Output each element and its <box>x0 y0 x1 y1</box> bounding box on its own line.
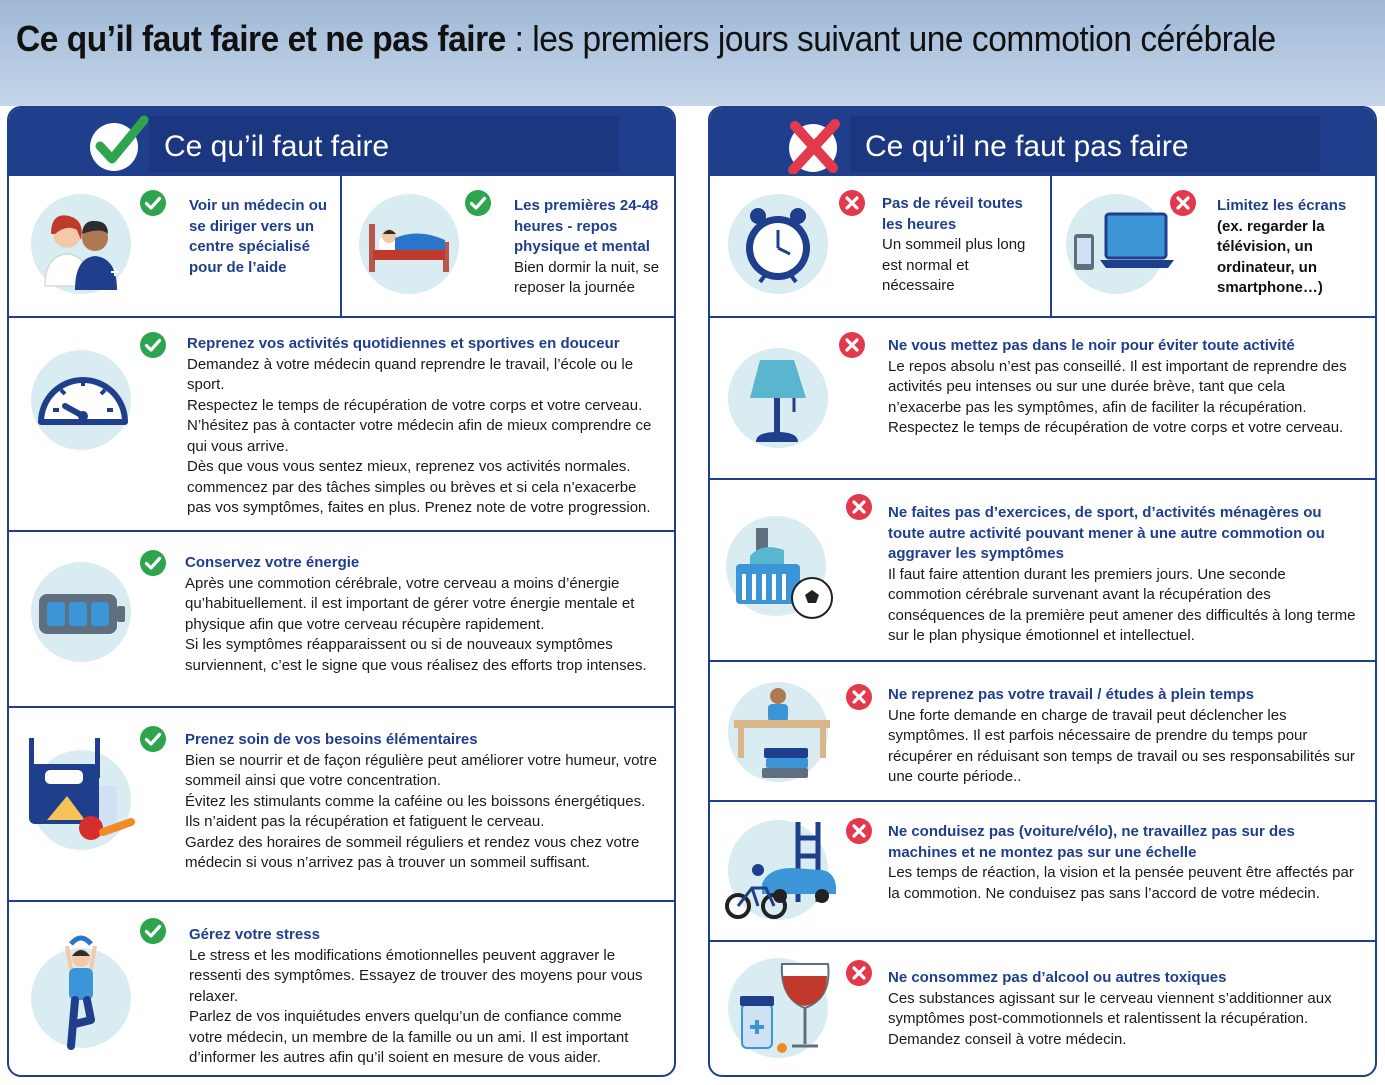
cross-icon <box>839 332 865 358</box>
page-title-bold: Ce qu’il faut faire et ne pas faire <box>16 18 506 59</box>
do-item-5-text <box>185 730 660 874</box>
do-item-3-body-1: Demandez à votre médecin quand reprendre le travail, l’école ou le sport. <box>187 355 634 393</box>
dont-item-3-body-1: Le repos absolu n’est pas conseillé. Il est important de reprendre des activités peu intenses ou sur une durée brève, tant que cela n’exacerbe pas les symptômes, afin de faciliter la récupération. <box>888 357 1347 416</box>
dont-item-6-text <box>888 822 1358 904</box>
dont-item-1-heading: Pas de réveil toutes les heures <box>882 195 1023 233</box>
dont-item-1-text <box>882 194 1042 297</box>
check-icon <box>140 332 166 358</box>
do-item-5-body-3: Gardez des horaires de sommeil réguliers et rendez vous chez votre médecin si vous n’arrivez pas à trouver un sommeil suffisant. <box>185 833 640 871</box>
cross-icon <box>846 818 872 844</box>
do-item-3-body-2: Respectez le temps de récupération de votre corps et votre cerveau. <box>187 396 643 414</box>
dont-panel-header <box>710 108 1375 176</box>
dont-item-6-body: Les temps de réaction, la vision et la pensée peuvent être affectés par la commotion. Ne conduisez pas sans l’accord de votre médecin. <box>888 864 1354 902</box>
page-title-rest: : les premiers jours suivant une commotion cérébrale <box>505 18 1276 59</box>
page-title <box>16 18 1276 60</box>
dont-item-4-text <box>888 503 1358 647</box>
dont-item-2-text <box>1217 196 1367 299</box>
do-item-4-text <box>185 553 660 676</box>
page-header <box>0 0 1385 106</box>
do-item-4-heading: Conservez votre énergie <box>185 554 360 571</box>
do-panel <box>7 106 676 1077</box>
do-item-6-heading: Gérez votre stress <box>189 926 320 943</box>
yoga-icon <box>31 948 131 1048</box>
do-item-5-heading: Prenez soin de vos besoins élémentaires <box>185 731 478 748</box>
battery-icon <box>31 562 131 662</box>
check-icon <box>140 190 166 216</box>
check-icon <box>140 726 166 752</box>
dont-item-5-body: Une forte demande en charge de travail peut déclencher les symptômes. Il est parfois nécessaire de prendre du temps pour récupérer en réduisant son temps de travail ou ses responsabilités sur une courte période.. <box>888 706 1355 785</box>
desk-books-icon <box>728 682 828 782</box>
do-panel-title: Ce qu’il faut faire <box>164 130 390 163</box>
cross-icon <box>839 190 865 216</box>
driving-icon <box>728 820 828 920</box>
alcohol-icon <box>728 958 828 1058</box>
lamp-icon <box>728 348 828 448</box>
speedometer-icon <box>31 350 131 450</box>
do-item-1-heading: Voir un médecin ou se diriger vers un centre spécialisé pour de l’aide <box>189 197 328 276</box>
cross-icon <box>846 684 872 710</box>
dont-item-5-heading: Ne reprenez pas votre travail / études à plein temps <box>888 686 1254 703</box>
do-item-6-text <box>189 925 659 1069</box>
dont-item-5-text <box>888 685 1358 788</box>
do-item-5-body-2: Évitez les stimulants comme la caféine ou les boissons énergétiques. Ils n’aident pas la récupération et fatiguent le cerveau. <box>185 792 646 830</box>
dont-item-4-heading: Ne faites pas d’exercices, de sport, d’activités ménagères ou toute autre activité pouvant mener à une autre commotion ou aggraver les symptômes <box>888 504 1325 562</box>
check-icon <box>140 918 166 944</box>
dont-item-3-body-2: Respectez le temps de récupération de votre corps et votre cerveau. <box>888 419 1344 436</box>
dont-panel-title: Ce qu’il ne faut pas faire <box>865 130 1189 163</box>
dont-item-3-text <box>888 336 1358 439</box>
do-item-2-body: Bien dormir la nuit, se reposer la journée <box>514 258 660 296</box>
cross-icon <box>846 960 872 986</box>
bed-icon <box>359 194 459 294</box>
do-item-4-body-1: Après une commotion cérébrale, votre cerveau a moins d’énergie qu’habituellement. il est important de gérer votre énergie mentale et physique afin que votre cerveau récupère rapidement. <box>185 574 635 633</box>
food-icon <box>31 750 131 850</box>
do-item-6-body-1: Le stress et les modifications émotionnelles peuvent aggraver le ressenti des symptômes. Essayez de trouver des moyens pour vous relaxer. <box>189 946 643 1005</box>
do-item-3-text <box>187 334 657 519</box>
doctors-icon <box>31 194 131 294</box>
alarm-clock-icon <box>728 194 828 294</box>
do-item-3-body-4: Dès que vous vous sentez mieux, reprenez vos activités normales. commencez par des tâches simples ou brèves et si cela n’exacerbe pas vos symptômes, faites en plus. Prenez note de votre progression. <box>187 458 651 516</box>
check-icon <box>465 190 491 216</box>
do-item-1-text <box>189 196 334 278</box>
dont-item-4-body: Il faut faire attention durant les premiers jours. Une seconde commotion cérébrale survenant avant la récupération des conséquences de la première peut amener des difficultés à long terme sur le plan physique émotionnel et intellectuel. <box>888 565 1356 644</box>
dont-item-7-body: Ces substances agissant sur le cerveau viennent s’additionner aux symptômes post-commotionnels et ralentissent la récupération. Demandez conseil à votre médecin. <box>888 989 1332 1048</box>
do-item-3-heading: Reprenez vos activités quotidiennes et sportives en douceur <box>187 335 620 352</box>
dont-panel <box>708 106 1377 1077</box>
do-item-2-text <box>514 196 664 299</box>
sports-chores-icon <box>726 516 826 616</box>
dont-item-1-body: Un sommeil plus long est normal et nécessaire <box>882 236 1026 294</box>
check-icon <box>140 550 166 576</box>
screens-icon <box>1066 194 1166 294</box>
do-item-5-body-1: Bien se nourrir et de façon régulière peut améliorer votre humeur, votre sommeil ainsi que votre concentration. <box>185 751 657 789</box>
cross-icon <box>1170 190 1196 216</box>
do-panel-header <box>9 108 674 176</box>
dont-item-7-text <box>888 968 1358 1050</box>
cross-icon <box>846 494 872 520</box>
do-item-6-body-2: Parlez de vos inquiétudes envers quelqu’un de confiance comme votre médecin, un membre de la famille ou un ami. Il est important d’informer les autres afin qu’il soient en mesure de vous aider. <box>189 1008 629 1066</box>
dont-item-2-body: (ex. regarder la télévision, un ordinateur, un smartphone…) <box>1217 217 1325 296</box>
do-item-3-body-3: N’hésitez pas à contacter votre médecin afin de mieux comprendre ce qui vous arrive. <box>187 417 652 455</box>
big-check-icon <box>84 114 154 174</box>
dont-item-2-heading: Limitez les écrans <box>1217 197 1347 214</box>
big-cross-icon <box>785 114 855 174</box>
do-item-4-body-2: Si les symptômes réapparaissent ou si de nouveaux symptômes surviennent, c’est le signe que vous réalisez des efforts trop intenses. <box>185 636 647 674</box>
do-item-2-heading: Les premières 24-48 heures - repos physique et mental <box>514 197 659 255</box>
dont-item-3-heading: Ne vous mettez pas dans le noir pour éviter toute activité <box>888 337 1295 354</box>
dont-item-6-heading: Ne conduisez pas (voiture/vélo), ne travaillez pas sur des machines et ne montez pas sur une échelle <box>888 823 1295 861</box>
dont-item-7-heading: Ne consommez pas d’alcool ou autres toxiques <box>888 969 1227 986</box>
